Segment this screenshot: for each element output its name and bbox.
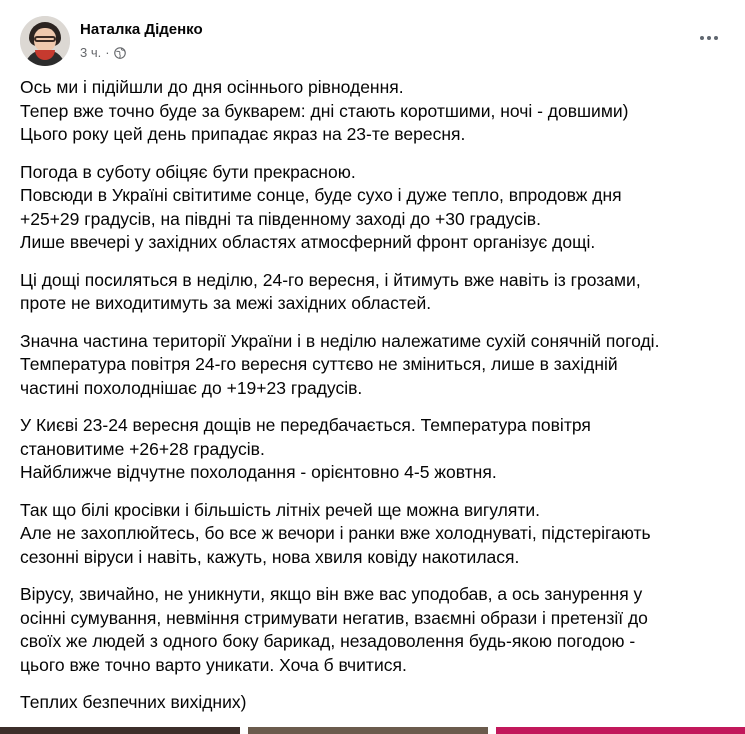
globe-icon[interactable] [114, 47, 126, 59]
separator-dot: · [105, 45, 110, 60]
post-text-line: Цього року цей день припадає якраз на 23-те вересня. [20, 124, 466, 144]
post-text [20, 76, 720, 729]
post-text-line: Ці дощі посиляться в неділю, 24-го вересня, і йтимуть вже навіть із грозами, [20, 269, 641, 290]
more-options-icon[interactable] [695, 26, 723, 50]
post-paragraph [20, 161, 720, 255]
post-text-line: становитиме +26+28 градусів. [20, 438, 265, 459]
post-paragraph [20, 330, 720, 401]
post-text-line: Ось ми і підійшли до дня осіннього рівнодення. [20, 77, 404, 97]
post-text-line: Лише ввечері у західних областях атмосферний фронт організує дощі. [20, 232, 596, 252]
post-text-line: +25+29 градусів, на півдні та південному заході до +30 градусів. [20, 208, 541, 229]
post-text-line: Найближче відчутне похолодання - орієнтовно 4-5 жовтня. [20, 462, 497, 482]
post-text-line: Температура повітря 24-го вересня суттєво не зміниться, лише в західній [20, 354, 618, 374]
post-timestamp[interactable]: 3 ч. [80, 45, 102, 60]
post-paragraph [20, 414, 720, 485]
post-text-line: Повсюди в Україні світитиме сонце, буде сухо і дуже тепло, впродовж дня [20, 185, 622, 205]
post-text-line: Погода в суботу обіцяє бути прекрасною. [20, 161, 356, 182]
post-text-line: частині похолоднішає до +19+23 градусів. [20, 377, 363, 398]
post-text-line: Значна частина території України і в неділю належатиме сухій сонячній погоді. [20, 330, 660, 351]
post-paragraph [20, 269, 720, 316]
post-paragraph [20, 499, 720, 570]
post-text-line: Тепер вже точно буде за букварем: дні стають коротшими, ночі - довшими) [20, 100, 629, 121]
post-text-line: Але не захоплюйтесь, бо все ж вечори і ранки вже холоднуваті, підстерігають [20, 523, 651, 543]
post-text-line: Теплих безпечних вихідних) [20, 692, 247, 712]
post-text-line: своїх же людей з одного боку барикад, незадоволення будь-якою погодою - [20, 631, 636, 651]
post-header [20, 16, 203, 66]
post-text-line: цього вже точно варто уникати. Хоча б вчитися. [20, 654, 407, 675]
attached-photo-preview[interactable] [0, 727, 745, 734]
post-text-line: Так що білі кросівки і більшість літніх речей ще можна вигуляти. [20, 499, 540, 520]
post-paragraph [20, 691, 720, 715]
post-text-line: Вірусу, звичайно, не уникнути, якщо він вже вас уподобав, а ось занурення у [20, 584, 643, 604]
post-meta [80, 20, 203, 62]
post-subline [80, 44, 203, 62]
post-paragraph [20, 583, 720, 677]
post-text-line: У Києві 23-24 вересня дощів не передбачається. Температура повітря [20, 415, 591, 435]
post-paragraph [20, 76, 720, 147]
post-text-line: сезонні віруси і навіть, кажуть, нова хвиля ковіду накотилася. [20, 546, 520, 567]
avatar[interactable] [20, 16, 70, 66]
post-text-line: осінні сумування, невміння стримувати негатив, взаємні образи і претензії до [20, 607, 648, 628]
post-text-line: проте не виходитимуть за межі західних областей. [20, 293, 432, 313]
author-name[interactable]: Наталка Діденко [80, 21, 203, 38]
